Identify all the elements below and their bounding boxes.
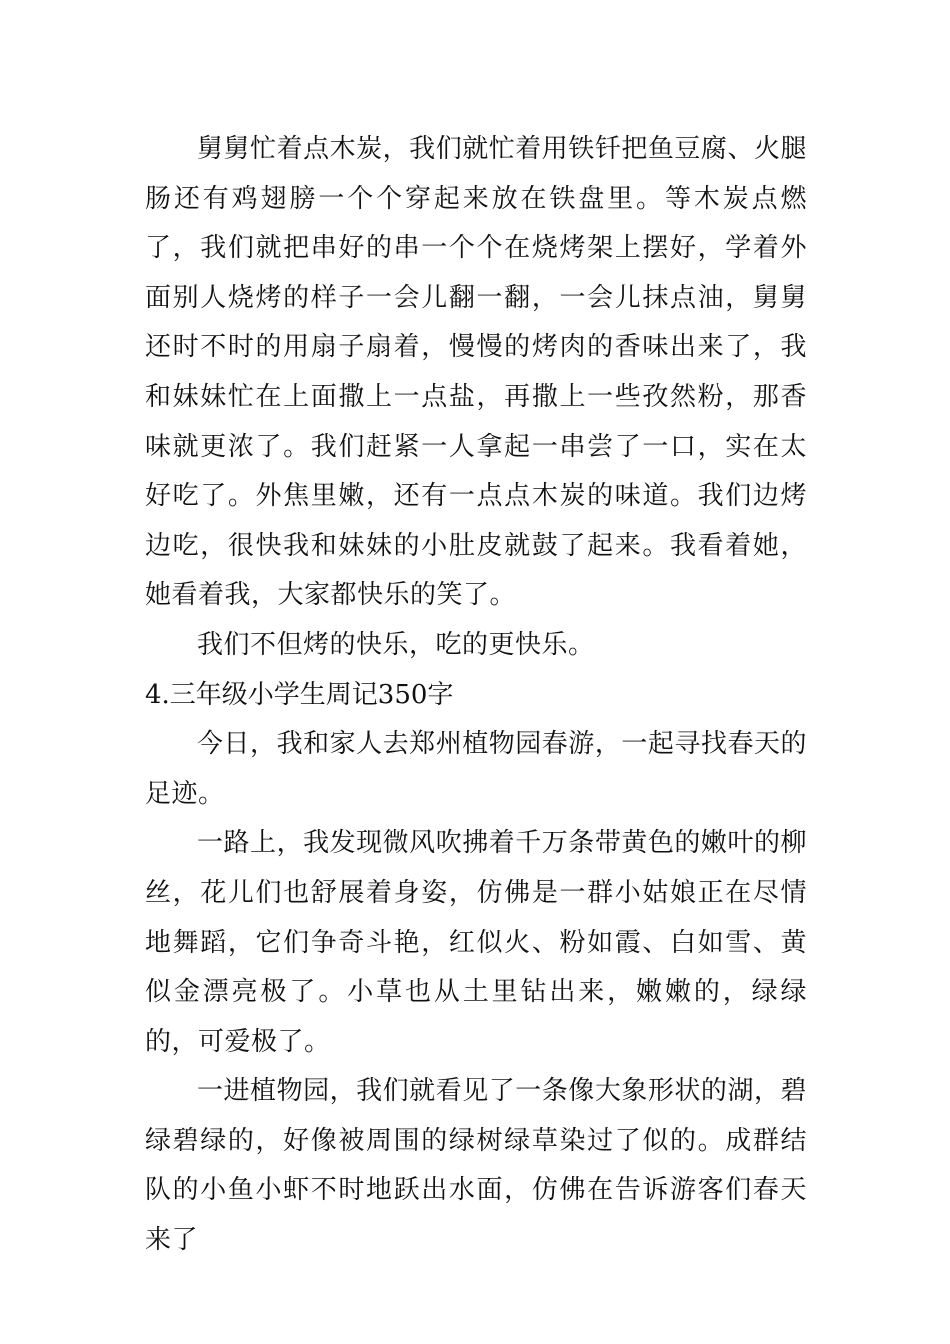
section-heading: 4.三年级小学生周记350字	[145, 679, 454, 710]
paragraph-lake: 一进植物园，我们就看见了一条像大象形状的湖，碧绿碧绿的，好像被周围的绿树绿草染过了似的。成群结队的小鱼小虾不时地跃出水面，仿佛在告诉游客们春天来了	[145, 1076, 807, 1256]
paragraph-spring-trip: 今日，我和家人去郑州植物园春游，一起寻找春天的足迹。	[145, 729, 807, 809]
document-body	[145, 125, 807, 1266]
paragraph-conclusion: 我们不但烤的快乐，吃的更快乐。	[197, 629, 595, 660]
paragraph-on-the-way: 一路上，我发现微风吹拂着千万条带黄色的嫩叶的柳丝，花儿们也舒展着身姿，仿佛是一群小姑娘正在尽情地舞蹈，它们争奇斗艳，红似火、粉如霞、白如雪、黄似金漂亮极了。小草也从土里钻出来，嫩嫩的，绿绿的，可爱极了。	[145, 828, 807, 1057]
paragraph-barbecue: 舅舅忙着点木炭，我们就忙着用铁钎把鱼豆腐、火腿肠还有鸡翅膀一个个穿起来放在铁盘里。等木炭点燃了，我们就把串好的串一个个在烧烤架上摆好，学着外面别人烧烤的样子一会儿翻一翻，一会儿抹点油，舅舅还时不时的用扇子扇着，慢慢的烤肉的香味出来了，我和妹妹忙在上面撒上一点盐，再撒上一些孜然粉，那香味就更浓了。我们赶紧一人拿起一串尝了一口，实在太好吃了。外焦里嫩，还有一点点木炭的味道。我们边烤边吃，很快我和妹妹的小肚皮就鼓了起来。我看着她，她看着我，大家都快乐的笑了。	[145, 134, 807, 611]
